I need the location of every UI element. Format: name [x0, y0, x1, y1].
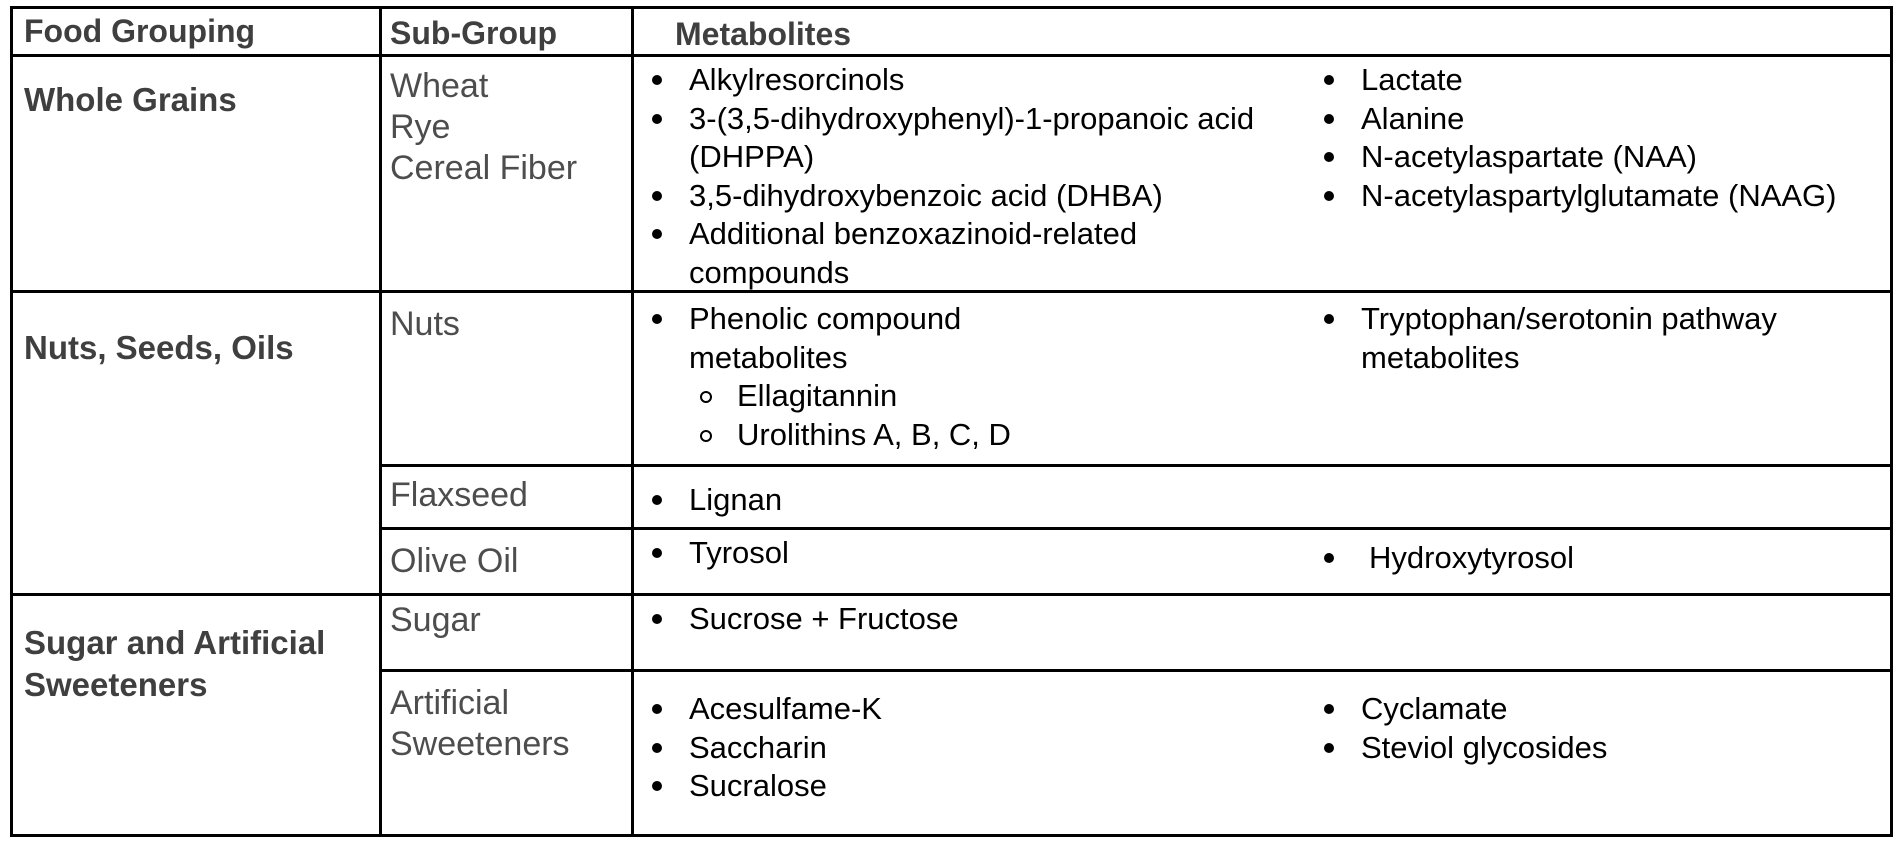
metabolites-whole-grains-col1 [641, 61, 1254, 292]
metabolite-item: Alanine [1313, 100, 1837, 139]
sub-group-artificial-line2: Sweeteners [390, 725, 570, 763]
table-border-top [10, 6, 1893, 9]
metabolite-item: 3,5-dihydroxybenzoic acid (DHBA) [641, 177, 1254, 216]
metabolites-sugar-col1 [641, 600, 959, 639]
sub-group-artificial-line1: Artificial [390, 684, 510, 722]
group-nuts-seeds-oils: Nuts, Seeds, Oils [24, 329, 294, 366]
metabolites-flaxseed-col1 [641, 481, 782, 520]
metabolites-olive-oil-col2 [1313, 539, 1574, 578]
column-divider-2 [631, 6, 634, 837]
metabolite-item: Lignan [641, 481, 782, 520]
metabolite-subitem: Urolithins A, B, C, D [689, 416, 1011, 455]
metabolite-item: Acesulfame-K [641, 690, 882, 729]
group-sugar-sweeteners-line1: Sugar and Artificial [24, 624, 326, 661]
sub-group-flaxseed: Flaxseed [390, 476, 528, 514]
metabolites-artificial-col1 [641, 690, 882, 806]
metabolite-item: Additional benzoxazinoid-related compounds [641, 215, 1254, 292]
table-border-left [10, 6, 13, 837]
column-divider-1 [379, 6, 382, 837]
group-sugar-sweeteners-line2: Sweeteners [24, 666, 208, 703]
metabolite-item: N-acetylaspartylglutamate (NAAG) [1313, 177, 1837, 216]
row-divider-nuts-seeds-oils [10, 593, 1893, 596]
metabolite-sublist [689, 377, 1011, 454]
metabolite-item: Cyclamate [1313, 690, 1607, 729]
metabolite-item: 3-(3,5-dihydroxyphenyl)-1-propanoic acid (DHPPA) [641, 100, 1254, 177]
row-divider-nuts [379, 464, 1893, 467]
table-border-right [1890, 6, 1893, 837]
sub-group-cereal-fiber: Cereal Fiber [390, 149, 578, 187]
header-divider [10, 54, 1893, 57]
metabolites-whole-grains-col2 [1313, 61, 1837, 215]
metabolite-item: Hydroxytyrosol [1313, 539, 1574, 578]
sub-group-whole-grains [390, 66, 577, 189]
row-divider-flaxseed [379, 527, 1893, 530]
sub-group-nuts: Nuts [390, 305, 460, 343]
row-divider-sugar [379, 669, 1893, 672]
group-sugar-sweeteners [24, 622, 325, 706]
metabolite-item: Tryptophan/serotonin pathway metabolites [1313, 300, 1777, 377]
metabolite-item: Phenolic compound metabolites Ellagitannin Urolithins A, B, C, D [641, 300, 1011, 454]
metabolite-item: N-acetylaspartate (NAA) [1313, 138, 1837, 177]
sub-group-olive-oil: Olive Oil [390, 542, 519, 580]
group-whole-grains: Whole Grains [24, 81, 237, 118]
sub-group-wheat: Wheat [390, 67, 489, 105]
table-border-bottom [10, 834, 1893, 837]
metabolite-item: Sucralose [641, 767, 882, 806]
header-metabolites: Metabolites [675, 16, 852, 52]
metabolites-nuts-col1 [641, 300, 1011, 454]
metabolite-item: Steviol glycosides [1313, 729, 1607, 768]
metabolite-subitem: Ellagitannin [689, 377, 1011, 416]
metabolite-item: Sucrose + Fructose [641, 600, 959, 639]
metabolite-item: Saccharin [641, 729, 882, 768]
metabolites-olive-oil-col1 [641, 534, 789, 573]
sub-group-artificial-sweeteners [390, 683, 570, 765]
header-sub-group: Sub-Group [390, 15, 558, 51]
metabolite-item: Tyrosol [641, 534, 789, 573]
header-food-grouping: Food Grouping [24, 13, 256, 49]
metabolite-item: Alkylresorcinols [641, 61, 1254, 100]
metabolites-artificial-col2 [1313, 690, 1607, 767]
sub-group-rye: Rye [390, 108, 451, 146]
metabolite-item: Lactate [1313, 61, 1837, 100]
sub-group-sugar: Sugar [390, 601, 481, 639]
metabolites-nuts-col2 [1313, 300, 1777, 377]
